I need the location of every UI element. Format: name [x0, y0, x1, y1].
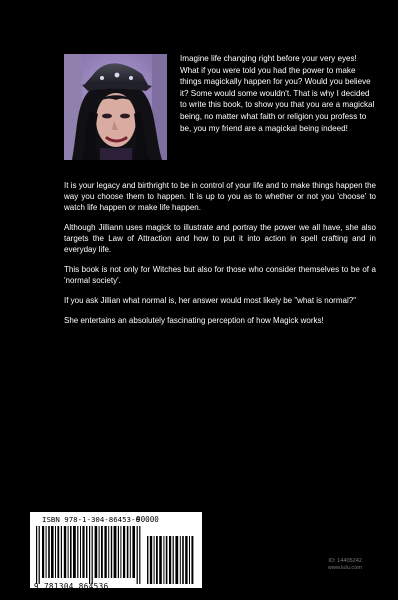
description-paragraph: Although Jilliann uses magick to illustrate and portray the power we all have, she also targets the Law of Attraction and how to put it into action in spell crafting and in everyday life. [64, 223, 376, 254]
isbn-barcode [30, 512, 202, 588]
description-paragraph: She entertains an absolutely fascinating perception of how Magick works! [64, 316, 324, 325]
description-paragraph: It is your legacy and birthright to be in control of your life and to make things happen the way you choose them to happen. It is up to you as to whether or not you 'choose' to watch life happen or make life happen. [64, 181, 376, 212]
author-photo [64, 54, 167, 160]
description-paragraph: This book is not only for Witches but also for those who consider themselves to be of a 'normal society'. [64, 265, 376, 285]
book-description [64, 180, 376, 335]
lulu-id: ID: 14405242 [328, 558, 362, 564]
isbn-label: ISBN 978-1-304-86453-6 [42, 515, 140, 524]
price-addon-code: 90000 [136, 515, 159, 524]
description-paragraph: If you ask Jillian what normal is, her answer would most likely be "what is normal?" [64, 296, 357, 305]
lulu-site: www.lulu.com [327, 565, 362, 571]
intro-paragraph: Imagine life changing right before your very eyes! What if you were told you had the power to make things magickally happen for you? Would you believe it? Some would some wouldn't. That is why I decided to write this book, to show you that you are a magickal being, no matter what faith or religion you profess to be, you my friend are a magickal being indeed! [180, 54, 375, 133]
barcode-bars-icon [30, 512, 202, 588]
barcode-number: 9 781304 864536 [34, 582, 109, 591]
publisher-info [300, 558, 362, 572]
